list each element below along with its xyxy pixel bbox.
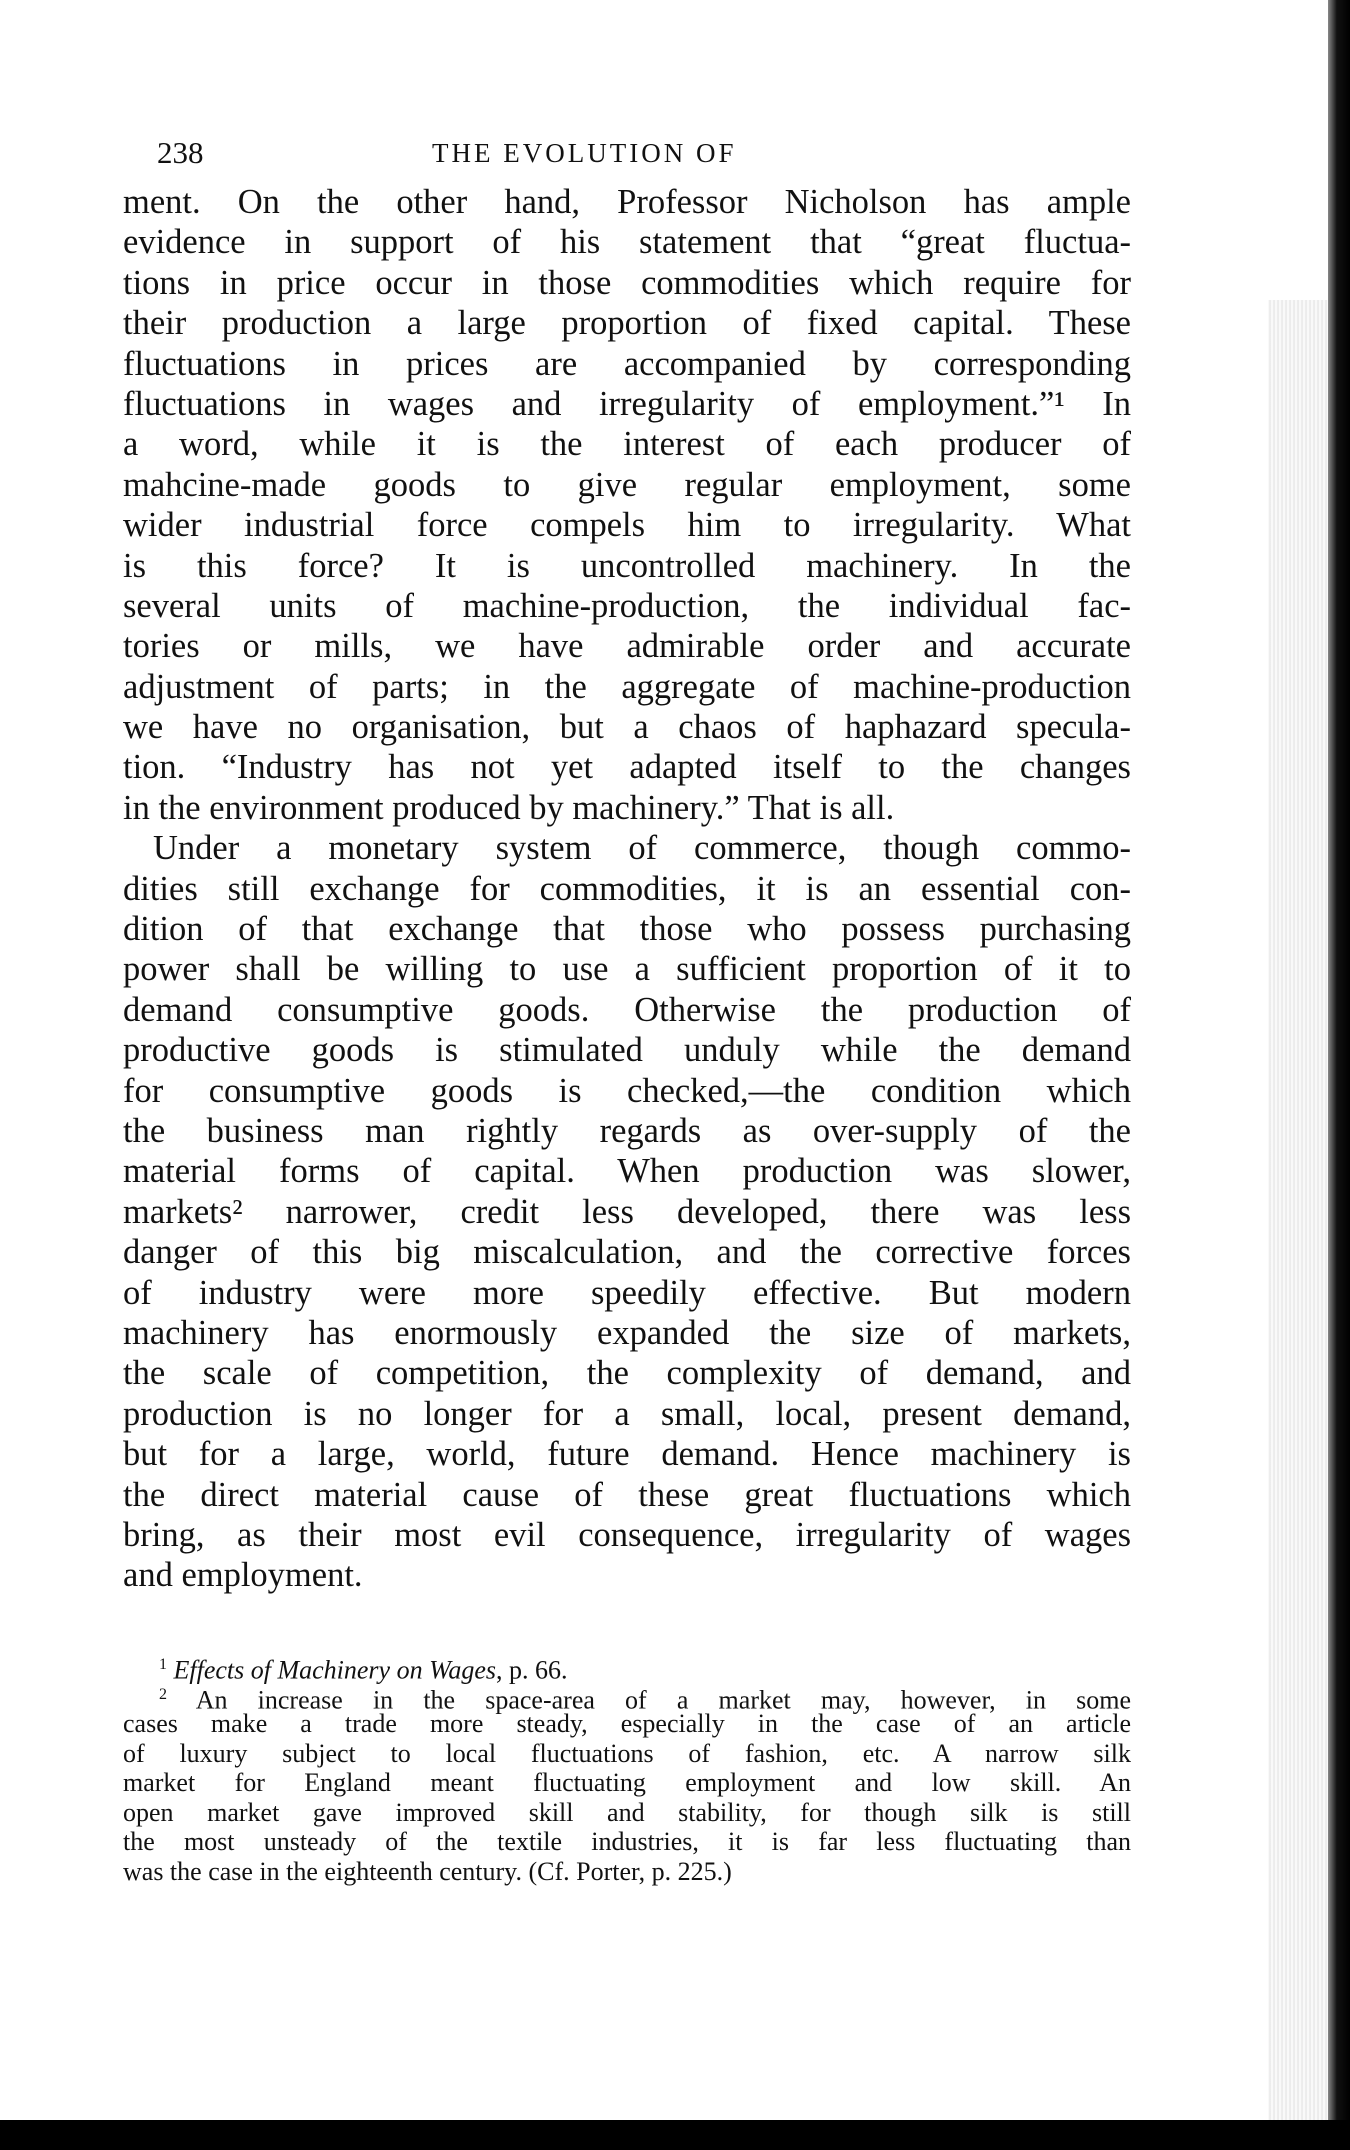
text-line: the business man rightly regards as over-supply of the xyxy=(123,1111,1131,1150)
text-line: tions in price occur in those commodities which require for xyxy=(123,263,1131,302)
scan-book-edge xyxy=(1328,0,1350,2150)
text-line: we have no organisation, but a chaos of haphazard specula- xyxy=(123,708,1131,747)
text-line: dition of that exchange that those who possess purchasing xyxy=(123,910,1131,949)
text-line: ment. On the other hand, Professor Nicholson has ample xyxy=(123,183,1131,221)
text-line: a word, while it is the interest of each producer of xyxy=(123,425,1131,464)
footnote-marker: 2 xyxy=(159,1685,167,1703)
text-line: tories or mills, we have admirable order and accurate xyxy=(123,627,1131,666)
text-line: production is no longer for a small, local, present demand, xyxy=(123,1394,1131,1433)
text-line: fluctuations in wages and irregularity of employment.”¹ In xyxy=(123,384,1131,423)
text-line: markets² narrower, credit less developed, there was less xyxy=(123,1192,1131,1231)
text-line: power shall be willing to use a sufficient proportion of it to xyxy=(123,950,1131,989)
text-line: and employment. xyxy=(123,1556,363,1595)
footnote-line xyxy=(123,1680,1131,1715)
page-number: 238 xyxy=(157,135,204,170)
footnote-2 xyxy=(123,1680,1131,1887)
text-line: productive goods is stimulated unduly while the demand xyxy=(123,1031,1131,1070)
footnote-line: the most unsteady of the textile industries, it is far less fluctuating than xyxy=(123,1827,1131,1856)
footnote-marker: 1 xyxy=(159,1656,167,1673)
footnote-line: of luxury subject to local fluctuations of fashion, etc. A narrow silk xyxy=(123,1738,1131,1768)
text-line: several units of machine-production, the individual fac- xyxy=(123,586,1131,625)
text-line: their production a large proportion of fixed capital. These xyxy=(123,304,1131,343)
text-line: evidence in support of his statement that “great fluctua- xyxy=(123,223,1131,262)
cited-title: Effects of Machinery on Wages xyxy=(173,1655,497,1685)
running-head: THE EVOLUTION OF xyxy=(432,138,737,168)
text-line: for consumptive goods is checked,—the condition which xyxy=(123,1071,1131,1110)
scan-bottom-border xyxy=(0,2120,1350,2150)
footnote-1 xyxy=(123,1650,1131,1685)
footnote-text: An increase in the space-area of a market may, however, in some xyxy=(195,1685,1131,1715)
text-line: of industry were more speedily effective. But modern xyxy=(123,1273,1131,1312)
text-line: material forms of capital. When production was slower, xyxy=(123,1152,1131,1191)
footnote-line: market for England meant fluctuating employment and low skill. An xyxy=(123,1768,1131,1797)
paragraph-1 xyxy=(123,182,1131,828)
text-line: adjustment of parts; in the aggregate of machine-production xyxy=(123,667,1131,706)
footnote-line: was the case in the eighteenth century. (Cf. Porter, p. 225.) xyxy=(123,1856,732,1886)
text-line: machinery has enormously expanded the size of markets, xyxy=(123,1313,1131,1352)
footnote-line: cases make a trade more steady, especially in the case of an article xyxy=(123,1709,1131,1738)
text-line: in the environment produced by machinery.” That is all. xyxy=(123,788,895,827)
text-line: bring, as their most evil consequence, irregularity of wages xyxy=(123,1515,1131,1554)
body-text xyxy=(123,182,1131,1596)
text-line: the scale of competition, the complexity of demand, and xyxy=(123,1354,1131,1393)
citation-page: , p. 66. xyxy=(496,1655,568,1685)
text-line: danger of this big miscalculation, and the corrective forces xyxy=(123,1233,1131,1272)
paragraph-2 xyxy=(123,828,1131,1595)
footnotes xyxy=(123,1650,1131,1886)
text-line: mahcine-made goods to give regular employment, some xyxy=(123,465,1131,504)
text-line: demand consumptive goods. Otherwise the production of xyxy=(123,990,1131,1029)
text-line: Under a monetary system of commerce, though commo- xyxy=(153,829,1131,868)
text-line: wider industrial force compels him to irregularity. What xyxy=(123,506,1131,545)
text-line: but for a large, world, future demand. Hence machinery is xyxy=(123,1435,1131,1474)
text-line: the direct material cause of these great fluctuations which xyxy=(123,1475,1131,1514)
scan-edge-shadow xyxy=(1268,300,1328,2150)
text-line: fluctuations in prices are accompanied by corresponding xyxy=(123,344,1131,383)
footnote-line: open market gave improved skill and stability, for though silk is still xyxy=(123,1797,1131,1827)
text-line: is this force? It is uncontrolled machinery. In the xyxy=(123,546,1131,585)
text-line: dities still exchange for commodities, it is an essential con- xyxy=(123,869,1131,908)
text-line: tion. “Industry has not yet adapted itself to the changes xyxy=(123,748,1131,787)
